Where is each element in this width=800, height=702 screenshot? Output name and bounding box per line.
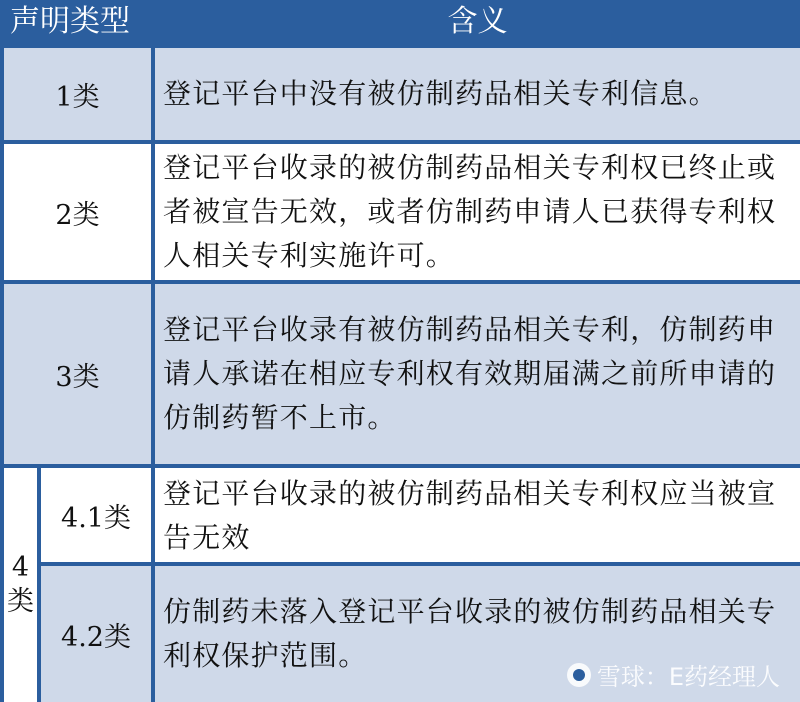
row-4-1-type: 4.1类 — [41, 468, 151, 562]
watermark — [567, 657, 780, 692]
row-4-1-meaning: 登记平台收录的被仿制药品相关专利权应当被宣告无效 — [155, 468, 800, 562]
header-meaning: 含义 — [447, 4, 508, 39]
row-2-meaning: 登记平台收录的被仿制药品相关专利权已终止或者被宣告无效，或者仿制药申请人已获得专利权人相关专利实施许可。 — [155, 144, 800, 280]
row-1-meaning: 登记平台中没有被仿制药品相关专利信息。 — [155, 48, 800, 140]
snowball-logo-icon — [567, 663, 591, 687]
row-1-type: 1类 — [4, 48, 151, 140]
row-4-2-meaning: 仿制药未落入登记平台收录的被仿制药品相关专利权保护范围。 — [155, 566, 800, 702]
row-2-type: 2类 — [4, 144, 151, 280]
row-3-type: 3类 — [4, 284, 151, 464]
watermark-text: 雪球：E药经理人 — [596, 663, 780, 691]
group-4-label — [4, 468, 37, 702]
group-4-label-num: 4 — [11, 552, 30, 583]
row-3-meaning: 登记平台收录有被仿制药品相关专利，仿制药申请人承诺在相应专利权有效期届满之前所申请的仿制药暂不上市。 — [155, 284, 800, 464]
header-type: 声明类型 — [10, 4, 130, 39]
row-4-2-type: 4.2类 — [41, 566, 151, 702]
group-4-label-char: 类 — [7, 586, 34, 617]
